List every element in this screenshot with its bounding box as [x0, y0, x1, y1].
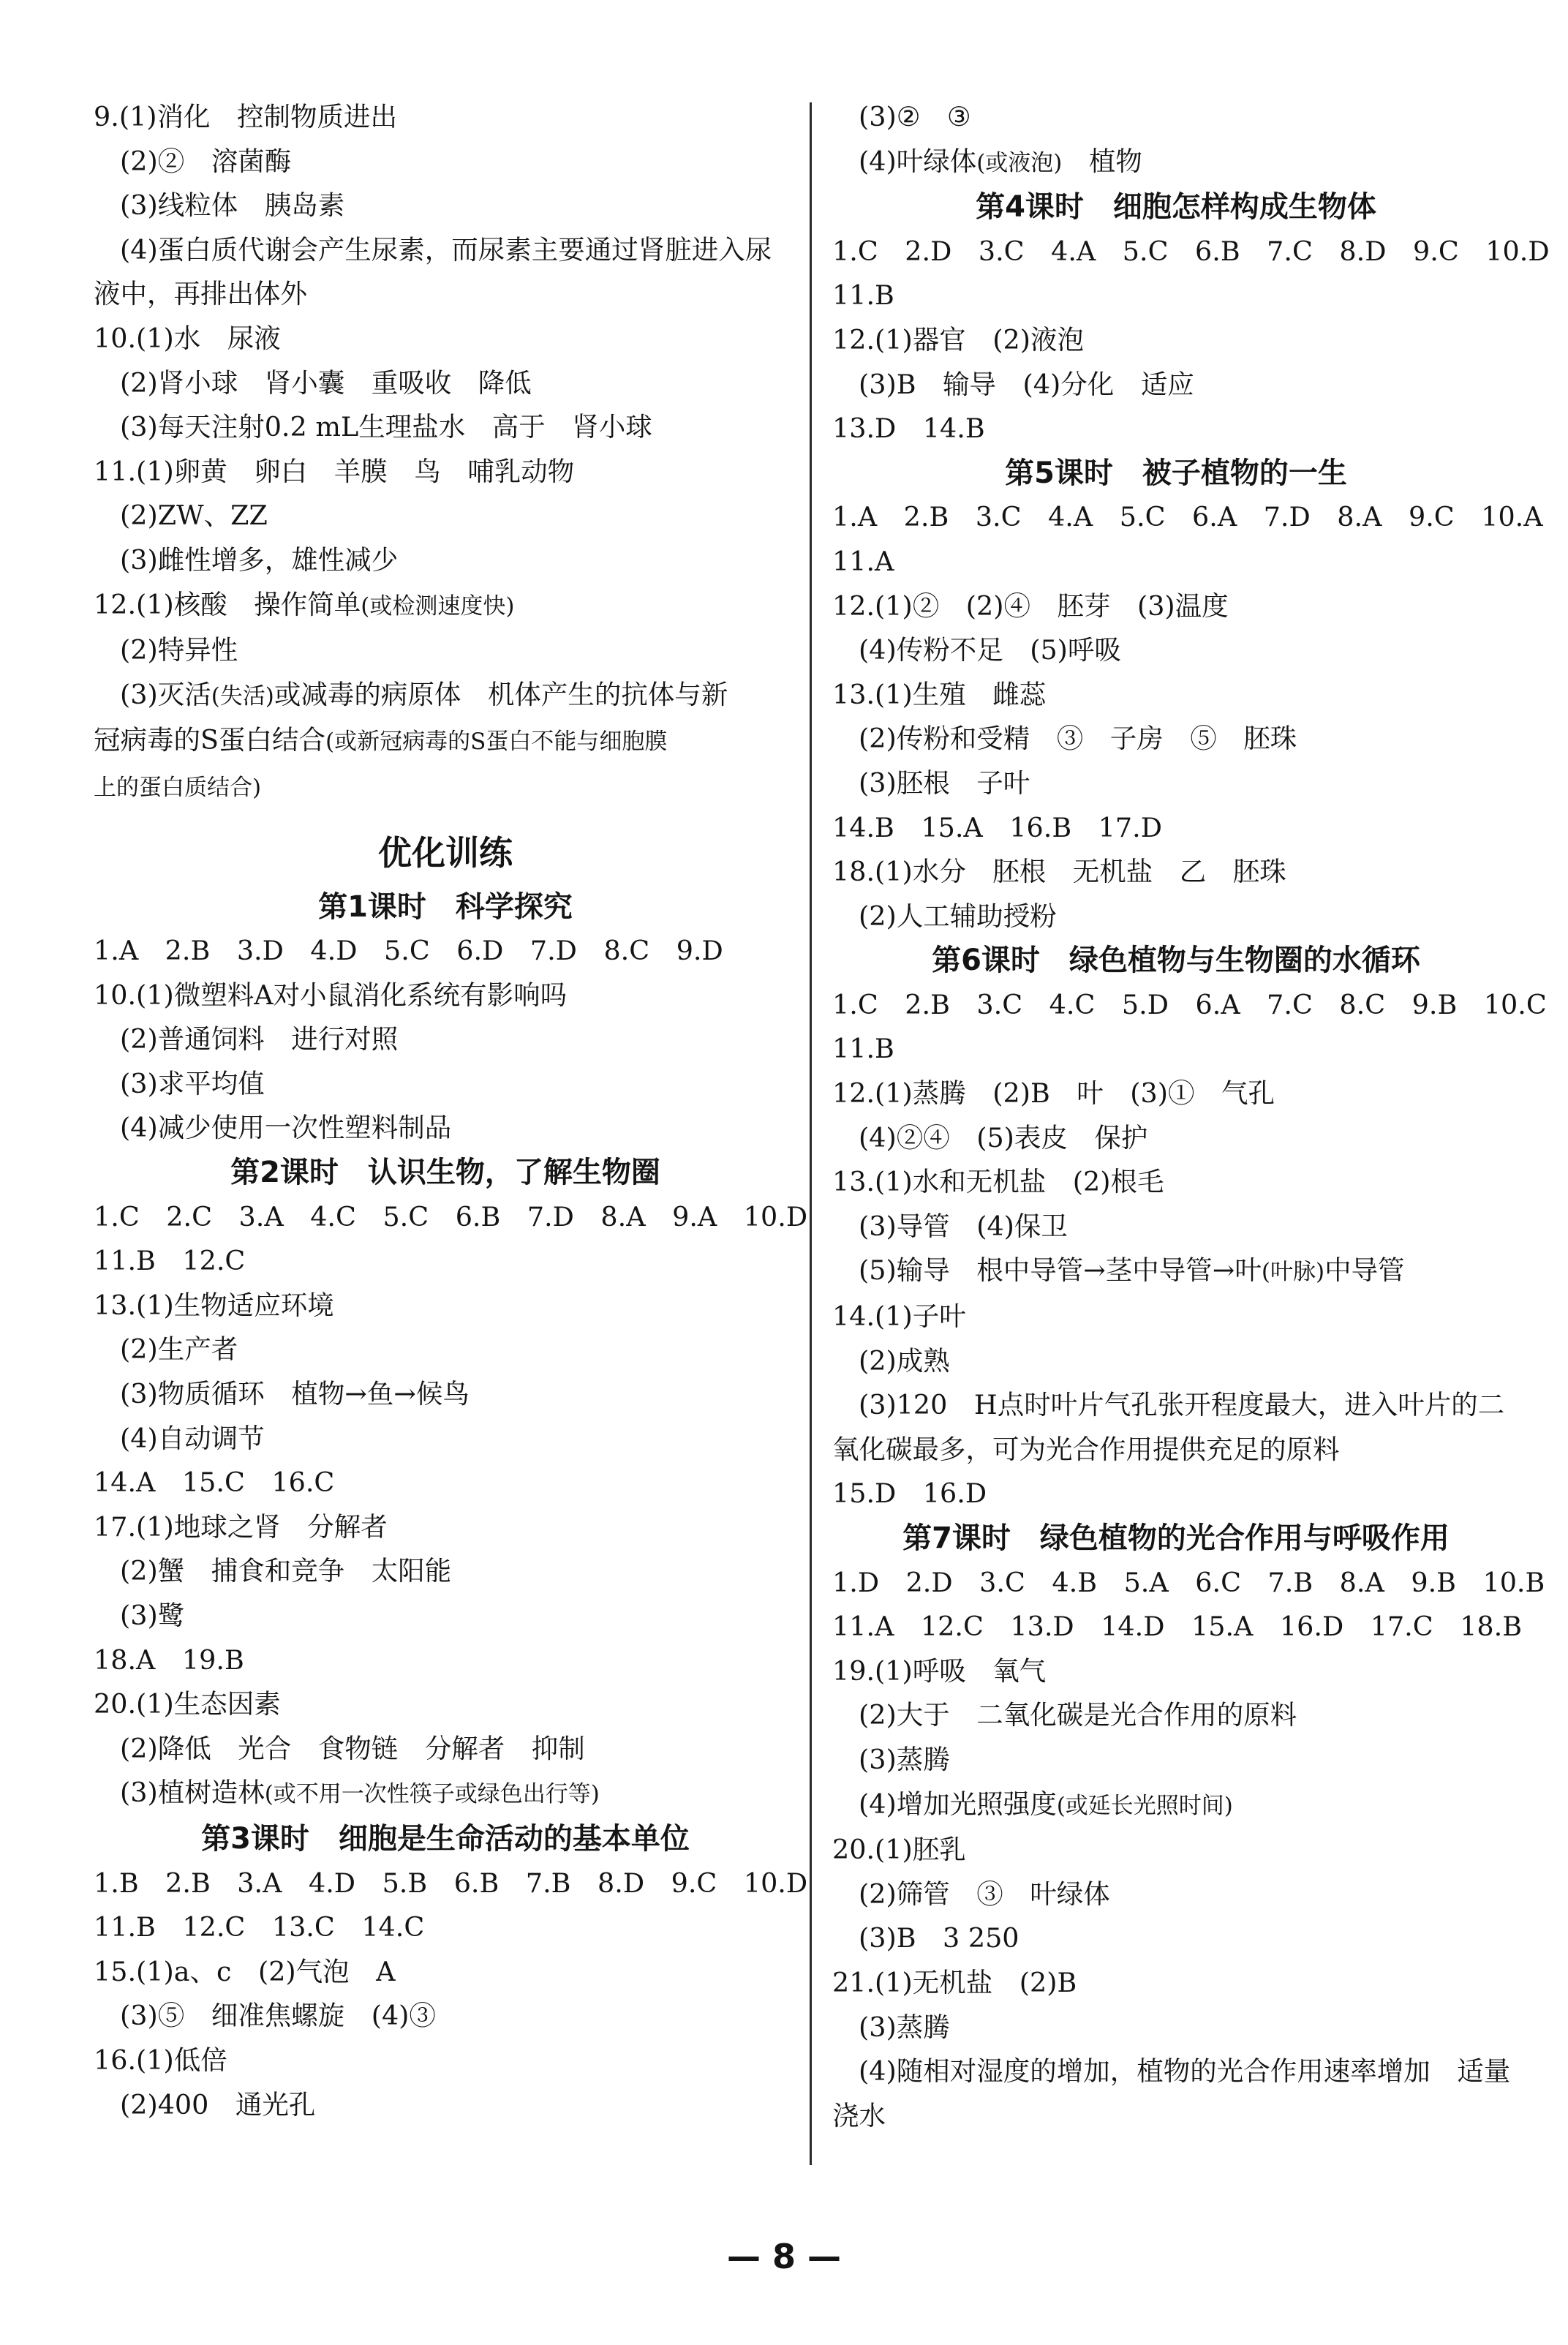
answer-line	[832, 274, 1520, 318]
answer-line	[94, 1594, 797, 1638]
answer-text: 13.(1)水和无机盐 (2)根毛	[832, 1166, 1164, 1198]
answer-line	[832, 1783, 1520, 1829]
answer-text: 18.(1)水分 胚根 无机盐 乙 胚珠	[832, 856, 1286, 888]
answer-text: (2)降低 光合 食物链 分解者 抑制	[120, 1732, 585, 1764]
answer-text: 18.A 19.B	[94, 1644, 244, 1676]
answer-line	[832, 1872, 1520, 1917]
answer-line	[94, 1505, 797, 1550]
answer-line	[94, 974, 797, 1018]
answer-text: 20.(1)生态因素	[94, 1688, 281, 1720]
answer-text: 冠病毒的S蛋白结合	[94, 724, 326, 756]
answer-text: (3)灭活	[120, 678, 211, 710]
answer-text: 11.A	[832, 545, 894, 577]
answer-text: (4)叶绿体	[859, 145, 977, 177]
answer-line	[832, 1472, 1520, 1516]
answer-text: 中导管	[1324, 1254, 1405, 1287]
answer-text: (3)雌性增多，雄性减少	[120, 543, 399, 576]
answer-line	[94, 929, 797, 974]
answer-line	[94, 1905, 797, 1950]
answer-line	[94, 317, 797, 361]
answer-line	[94, 1994, 797, 2039]
answer-line	[94, 583, 797, 629]
answer-text: (3)蒸腾	[859, 2011, 950, 2043]
answer-line	[94, 1328, 797, 1372]
answer-text: 11.B 12.C	[94, 1245, 246, 1277]
answer-text: 14.B 15.A 16.B 17.D	[832, 811, 1162, 843]
answer-note: (叶脉)	[1261, 1259, 1325, 1286]
answer-line	[832, 540, 1520, 584]
answer-line	[832, 1160, 1520, 1205]
section-title	[94, 821, 797, 885]
answer-text: 1.C 2.D 3.C 4.A 5.C 6.B 7.C 8.D 9.C 10.D	[832, 235, 1550, 267]
answer-text: 17.(1)地球之肾 分解者	[94, 1510, 388, 1543]
answer-text: 12.(1)蒸腾 (2)B 叶 (3)① 气孔	[832, 1077, 1275, 1110]
answer-line	[832, 584, 1520, 629]
answer-text: (2)筛管 ③ 叶绿体	[859, 1878, 1110, 1910]
answer-text: 12.(1)器官 (2)液泡	[832, 323, 1084, 355]
answer-text: 植物	[1062, 145, 1142, 177]
answer-line	[832, 140, 1520, 186]
answer-line	[94, 538, 797, 583]
answer-text: (2)特异性	[120, 634, 238, 666]
answer-line	[94, 272, 797, 317]
answer-text: (2)ZW、ZZ	[120, 500, 268, 532]
lesson-heading	[832, 185, 1520, 230]
answer-text: 9.(1)消化 控制物质进出	[94, 101, 398, 132]
answer-text: 1.B 2.B 3.A 4.D 5.B 6.B 7.B 8.D 9.C 10.D	[94, 1867, 808, 1899]
answer-line	[832, 2006, 1520, 2050]
answer-text: 第1课时 科学探究	[318, 889, 573, 924]
answer-text: 氧化碳最多，可为光合作用提供充足的原料	[832, 1433, 1340, 1465]
answer-line	[832, 1828, 1520, 1872]
lesson-heading	[832, 451, 1520, 496]
answer-text: (2)生产者	[120, 1333, 238, 1366]
answer-text: 1.C 2.B 3.C 4.C 5.D 6.A 7.C 8.C 9.B 10.C	[832, 988, 1547, 1020]
answer-text: 15.(1)a、c (2)气泡 A	[94, 1955, 396, 1987]
answer-text: 10.(1)水 尿液	[94, 322, 281, 354]
answer-line	[832, 1205, 1520, 1249]
answer-text: (3)120 H点时叶片气孔张开程度最大，进入叶片的二	[859, 1389, 1505, 1421]
answer-line	[94, 494, 797, 538]
answer-line	[94, 2083, 797, 2128]
right-column	[832, 95, 1550, 2138]
answer-text: (3)求平均值	[120, 1067, 265, 1099]
answer-line	[832, 2049, 1520, 2094]
lesson-heading	[832, 1516, 1520, 1561]
answer-line	[832, 895, 1520, 939]
answer-line	[832, 628, 1520, 673]
answer-text: (3)⑤ 细准焦螺旋 (4)③	[120, 2000, 436, 2032]
answer-line	[94, 1417, 797, 1461]
answer-text: (3)② ③	[859, 101, 971, 132]
answer-text: (3)B 3 250	[859, 1922, 1019, 1954]
answer-text: 21.(1)无机盐 (2)B	[832, 1966, 1077, 1998]
answer-line	[94, 1638, 797, 1683]
answer-text: 13.(1)生物适应环境	[94, 1289, 334, 1321]
answer-text: (4)增加光照强度	[859, 1788, 1057, 1820]
answer-line	[94, 1727, 797, 1772]
answer-note: (或新冠病毒的S蛋白不能与细胞膜	[325, 729, 668, 756]
answer-text: 15.D 16.D	[832, 1478, 987, 1510]
answer-line	[94, 1862, 808, 1906]
answer-line	[94, 1195, 808, 1240]
answer-line	[94, 628, 797, 673]
answer-text: (4)随相对湿度的增加，植物的光合作用速率增加 适量	[859, 2055, 1511, 2088]
answer-text: (2)传粉和受精 ③ 子房 ⑤ 胚珠	[859, 723, 1297, 755]
answer-text: 14.A 15.C 16.C	[94, 1467, 335, 1499]
answer-text: (2)② 溶菌酶	[120, 145, 292, 177]
answer-line	[94, 1461, 797, 1505]
answer-line	[94, 718, 797, 764]
answer-text: (4)蛋白质代谢会产生尿素，而尿素主要通过肾脏进入尿	[120, 233, 772, 266]
answer-text: 第5课时 被子植物的一生	[1005, 456, 1347, 490]
answer-text: (2)人工辅助授粉	[859, 900, 1057, 932]
answer-line	[832, 1738, 1520, 1783]
answer-text: (4)减少使用一次性塑料制品	[120, 1112, 452, 1144]
answer-line	[94, 1062, 797, 1107]
answer-line	[94, 405, 797, 450]
answer-line	[94, 1950, 797, 1995]
answer-text: 1.A 2.B 3.C 4.A 5.C 6.A 7.D 8.A 9.C 10.A	[832, 501, 1543, 533]
answer-text: 12.(1)核酸 操作简单	[94, 588, 361, 620]
answer-text: (3)B 输导 (4)分化 适应	[859, 368, 1194, 400]
page-number: — 8 —	[726, 2237, 842, 2276]
answer-line	[832, 1383, 1520, 1428]
answer-text: 16.(1)低倍	[94, 2044, 227, 2076]
answer-text: 11.A 12.C 13.D 14.D 15.A 16.D 17.C 18.B	[832, 1611, 1523, 1643]
lesson-heading	[94, 885, 797, 930]
answer-line	[94, 228, 797, 273]
answer-text: 14.(1)子叶	[832, 1301, 966, 1333]
answer-text: 第7课时 绿色植物的光合作用与呼吸作用	[902, 1521, 1450, 1555]
answer-line	[94, 450, 797, 494]
answer-line	[832, 717, 1520, 761]
answer-line	[832, 363, 1520, 407]
lesson-heading	[94, 1151, 797, 1195]
answer-text: (3)鹭	[120, 1600, 185, 1631]
answer-text: (2)400 通光孔	[120, 2088, 316, 2120]
lesson-heading	[832, 938, 1520, 983]
answer-line	[832, 407, 1520, 451]
answer-text: 或减毒的病原体 机体产生的抗体与新	[274, 678, 728, 710]
lesson-heading	[94, 1817, 797, 1862]
answer-text: (3)蒸腾	[859, 1743, 950, 1775]
answer-line	[94, 673, 797, 719]
answer-line	[832, 1339, 1520, 1384]
answer-line	[94, 95, 797, 140]
answer-text: 19.(1)呼吸 氧气	[832, 1655, 1047, 1687]
answer-text: 液中，再排出体外	[94, 278, 307, 310]
answer-line	[832, 1428, 1520, 1472]
answer-text: 第3课时 细胞是生命活动的基本单位	[201, 1821, 690, 1856]
answer-note: (或不用一次性筷子或绿色出行等)	[264, 1781, 600, 1808]
answer-text: (5)输导 根中导管→茎中导管→叶	[859, 1254, 1262, 1287]
answer-text: 第4课时 细胞怎样构成生物体	[976, 190, 1376, 225]
answer-text: (2)成熟	[859, 1344, 950, 1377]
answer-text: (4)传粉不足 (5)呼吸	[859, 634, 1121, 666]
answer-line	[832, 1916, 1520, 1961]
answer-text: 11.B	[832, 1033, 894, 1065]
answer-line	[94, 1239, 797, 1284]
answer-line	[94, 361, 797, 406]
answer-line	[832, 318, 1520, 363]
answer-text: 11.B 12.C 13.C 14.C	[94, 1911, 425, 1943]
answer-text: (2)蟹 捕食和竞争 太阳能	[120, 1555, 452, 1587]
answer-line	[832, 1116, 1520, 1161]
answer-text: (4)②④ (5)表皮 保护	[859, 1121, 1148, 1153]
answer-line	[832, 1693, 1520, 1738]
answer-line	[94, 140, 797, 184]
answer-text: (3)植树造林	[120, 1777, 265, 1809]
answer-text: (2)普通饲料 进行对照	[120, 1023, 399, 1055]
answer-text: (3)每天注射0.2 mL生理盐水 高于 肾小球	[120, 411, 652, 443]
answer-line	[94, 1017, 797, 1062]
answer-line	[832, 1961, 1520, 2006]
answer-line	[94, 1284, 797, 1328]
answer-text: 11.(1)卵黄 卵白 羊膜 鸟 哺乳动物	[94, 455, 575, 487]
answer-text: 13.D 14.B	[832, 413, 985, 445]
answer-line	[832, 761, 1520, 806]
answer-line	[832, 1649, 1520, 1694]
answer-text: (2)肾小球 肾小囊 重吸收 降低	[120, 366, 532, 399]
answer-line	[832, 806, 1520, 851]
answer-text: 1.D 2.D 3.C 4.B 5.A 6.C 7.B 8.A 9.B 10.B	[832, 1566, 1545, 1598]
answer-line	[832, 1249, 1520, 1295]
answer-line	[94, 2039, 797, 2083]
column-divider	[810, 102, 812, 2165]
answer-line	[94, 1682, 797, 1727]
answer-line	[832, 1027, 1520, 1072]
answer-note: (失活)	[211, 682, 274, 709]
answer-note: (或液泡)	[976, 149, 1063, 176]
answer-line	[94, 1106, 797, 1151]
answer-line	[832, 1561, 1545, 1606]
answer-text: 10.(1)微塑料A对小鼠消化系统有影响吗	[94, 979, 568, 1011]
answer-text: 13.(1)生殖 雌蕊	[832, 678, 1047, 710]
answer-text: 1.A 2.B 3.D 4.D 5.C 6.D 7.D 8.C 9.D	[94, 935, 723, 967]
answer-line	[832, 1605, 1523, 1649]
answer-note: (或延长光照时间)	[1056, 1792, 1233, 1819]
answer-text: 20.(1)胚乳	[832, 1834, 966, 1866]
answer-text: (3)线粒体 胰岛素	[120, 189, 345, 222]
answer-line	[832, 495, 1543, 540]
answer-note: 上的蛋白质结合)	[94, 774, 262, 801]
answer-text: 优化训练	[378, 832, 513, 873]
answer-line	[94, 1372, 797, 1417]
answer-line	[832, 95, 1520, 140]
answer-text: (3)胚根 子叶	[859, 767, 1030, 799]
answer-line	[94, 764, 797, 810]
left-column	[94, 95, 808, 2127]
answer-text: 第2课时 认识生物，了解生物圈	[230, 1156, 660, 1190]
answer-text: 12.(1)② (2)④ 胚芽 (3)温度	[832, 590, 1229, 622]
answer-text: 第6课时 绿色植物与生物圈的水循环	[932, 944, 1420, 978]
answer-text: 1.C 2.C 3.A 4.C 5.C 6.B 7.D 8.A 9.A 10.D	[94, 1200, 808, 1232]
answer-line	[832, 850, 1520, 895]
answer-line	[832, 230, 1550, 274]
answer-line	[94, 184, 797, 228]
answer-text: (2)大于 二氧化碳是光合作用的原料	[859, 1699, 1297, 1731]
answer-line	[832, 983, 1547, 1028]
answer-text: (4)自动调节	[120, 1422, 265, 1454]
answer-text: (3)导管 (4)保卫	[859, 1210, 1068, 1242]
answer-line	[832, 1295, 1520, 1339]
answer-line	[832, 1072, 1520, 1116]
answer-text: 11.B	[832, 279, 894, 312]
answer-line	[94, 1771, 797, 1817]
answer-line	[832, 2094, 1520, 2139]
answer-text: (3)物质循环 植物→鱼→候鸟	[120, 1378, 470, 1410]
answer-note: (或检测速度快)	[361, 592, 515, 620]
answer-line	[832, 673, 1520, 718]
answer-text: 浇水	[832, 2099, 886, 2131]
answer-line	[94, 1549, 797, 1594]
